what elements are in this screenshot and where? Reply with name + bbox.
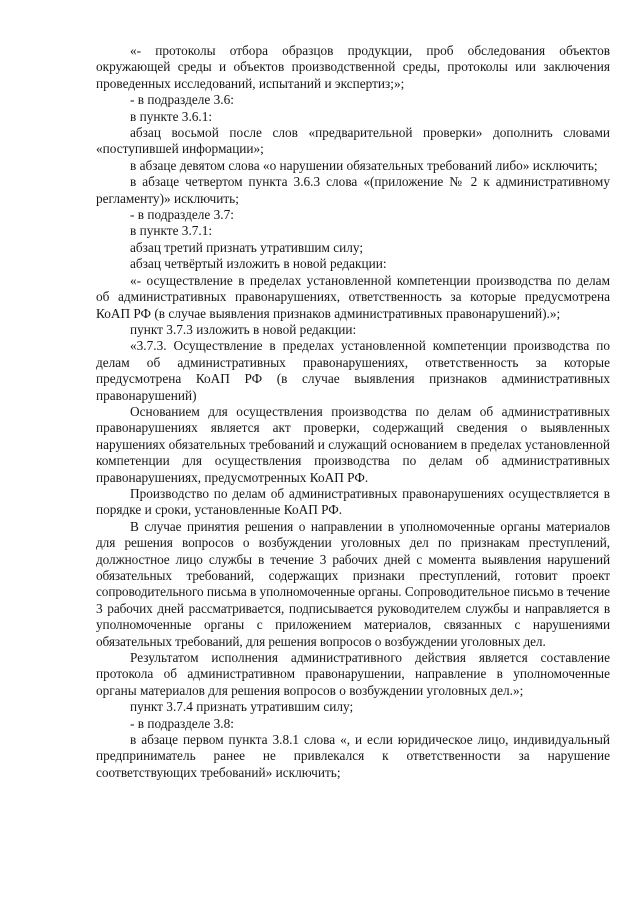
paragraph-protocols-quote: «- протоколы отбора образцов продукции, проб обследования объектов окружающей среды и объектов производственной среды, протоколы или заключения проведенных исследований, испытаний и экспертиз;»;	[96, 43, 610, 91]
paragraph-eighth-abzac: абзац восьмой после слов «предварительной проверки» дополнить словами «поступившей информации»;	[96, 125, 610, 157]
paragraph-point-3-7-4: пункт 3.7.4 признать утратившим силу;	[130, 699, 354, 715]
paragraph-subsection-3-8: - в подразделе 3.8:	[130, 715, 234, 731]
paragraph-result: Результатом исполнения административного действия является составление протокола об административном правонарушении, направление в уполномоченные органы материалов для решения вопросов о возбуждении уголовных дел.»;	[96, 650, 610, 698]
paragraph-procedure: Производство по делам об административных правонарушениях осуществляется в порядке и сроки, установленные КоАП РФ.	[96, 485, 610, 518]
paragraph-point-3-8-1: в абзаце первом пункта 3.8.1 слова «, и если юридическое лицо, индивидуальный предприниматель ранее не привлекался к ответственности за нарушение соответствующих требований» исключить;	[96, 732, 610, 780]
paragraph-fourth-abzac: абзац четвёртый изложить в новой редакции:	[130, 256, 387, 272]
paragraph-point-3-6-3: в абзаце четвертом пункта 3.6.3 слова «(приложение № 2 к административному регламенту)» исключить;	[96, 174, 610, 206]
paragraph-point-3-7-1: в пункте 3.7.1:	[130, 223, 213, 239]
paragraph-criminal-referral: В случае принятия решения о направлении в уполномоченные органы материалов для решения вопросов о возбуждении уголовных дел по признакам преступлений, должностное лицо службы в течение 3 рабочих дней с момента выявления нарушений обязательных требований, содержащих признаки преступлений, готовит проект сопроводительного письма в уполномоченные органы. Сопроводительное письмо в течение 3 рабочих дней рассматривается, подписывается руководителем службы и направляется в уполномоченные органы с приложением материалов, связанных с нарушениями обязательных требований, для решения вопросов о возбуждении уголовных дел.	[96, 518, 610, 649]
paragraph-subsection-3-6: - в подразделе 3.6:	[130, 92, 234, 108]
paragraph-subsection-3-7: - в подразделе 3.7:	[130, 207, 234, 223]
paragraph-ninth-abzac: в абзаце девятом слова «о нарушении обязательных требований либо» исключить;	[130, 157, 598, 173]
paragraph-3-7-3-text: «3.7.3. Осуществление в пределах установленной компетенции производства по делам об административных правонарушениях, ответственность за которые предусмотрена КоАП РФ (в случае выявления признаков административных правонарушений)	[96, 338, 610, 403]
paragraph-basis: Основанием для осуществления производства по делам об административных правонарушениях является акт проверки, содержащий сведения о выявленных нарушениях обязательных требований и служащий основанием в пределах установленной компетенции для осуществления производства по делам об административных правонарушениях, предусмотренных КоАП РФ.	[96, 403, 610, 485]
document-body	[96, 43, 610, 781]
paragraph-third-abzac: абзац третий признать утратившим силу;	[130, 239, 364, 255]
paragraph-point-3-6-1: в пункте 3.6.1:	[130, 108, 213, 124]
paragraph-new-edition-quote: «- осуществление в пределах установленной компетенции производства по делам об административных правонарушениях, ответственность за которые предусмотрена КоАП РФ (в случае выявления признаков административных правонарушений).»;	[96, 272, 610, 321]
paragraph-point-3-7-3: пункт 3.7.3 изложить в новой редакции:	[130, 321, 357, 337]
